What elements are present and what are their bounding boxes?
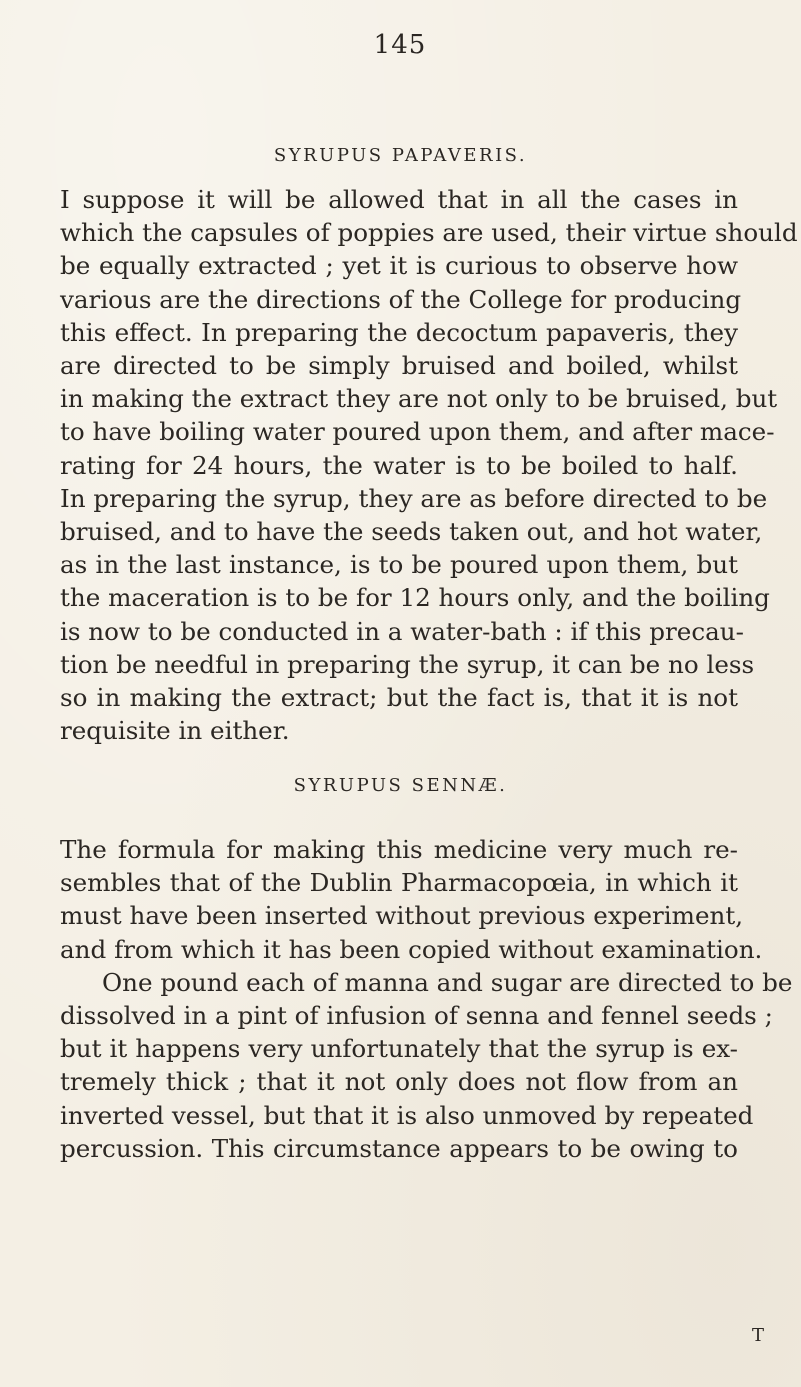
text-line: sembles that of the Dublin Pharmacopœia, in which it (60, 868, 738, 898)
text-line: the maceration is to be for 12 hours only, and the boiling (60, 583, 770, 613)
text-line: as in the last instance, is to be poured upon them, but (60, 550, 738, 580)
section-heading-syrupus-papaveris: SYRUPUS PAPAVERIS. (273, 145, 528, 166)
text-line: are directed to be simply bruised and boiled, whilst (60, 351, 738, 381)
text-line: tion be needful in preparing the syrup, it can be no less (60, 649, 755, 679)
page-number: 145 (373, 30, 427, 60)
text-line: One pound each of manna and sugar are directed to be (102, 967, 793, 997)
text-line: but it happens very unfortunately that the syrup is ex- (60, 1034, 738, 1064)
text-line: percussion. This circumstance appears to be owing to (60, 1133, 738, 1163)
text-line: tremely thick ; that it not only does not flow from an (60, 1067, 738, 1097)
text-line: which the capsules of poppies are used, their virtue should (60, 218, 798, 248)
text-line: in making the extract they are not only to be bruised, but (60, 384, 778, 414)
text-line: The formula for making this medicine very much re- (60, 835, 738, 864)
paragraph-syrupus-sennae (60, 833, 793, 1165)
text-line: this effect. In preparing the decoctum papaveris, they (60, 317, 738, 347)
text-line: In preparing the syrup, they are as before directed to be (60, 483, 768, 513)
text-line: and from which it has been copied without examination. (60, 934, 763, 964)
text-line: must have been inserted without previous experiment, (60, 901, 744, 931)
text-line: be equally extracted ; yet it is curious to observe how (60, 251, 738, 281)
text-line: to have boiling water poured upon them, and after mace- (60, 417, 775, 447)
text-line: bruised, and to have the seeds taken out, and hot water, (60, 517, 763, 547)
text-line: dissolved in a pint of infusion of senna and fennel seeds ; (60, 1001, 773, 1031)
text-line: rating for 24 hours, the water is to be boiled to half. (60, 450, 738, 480)
text-line: is now to be conducted in a water-bath : if this precau- (60, 616, 744, 646)
catchword: T (751, 1325, 764, 1346)
text-line: I suppose it will be allowed that in all the cases in (60, 185, 738, 214)
text-line: various are the directions of the College for producing (60, 284, 742, 314)
section-heading-syrupus-sennae: SYRUPUS SENNÆ. (293, 775, 508, 796)
paragraph-syrupus-papaveris (60, 183, 798, 747)
text-line: inverted vessel, but that it is also unmoved by repeated (60, 1100, 754, 1130)
text-line: so in making the extract; but the fact is, that it is not (60, 683, 738, 713)
text-line: requisite in either. (60, 716, 290, 746)
